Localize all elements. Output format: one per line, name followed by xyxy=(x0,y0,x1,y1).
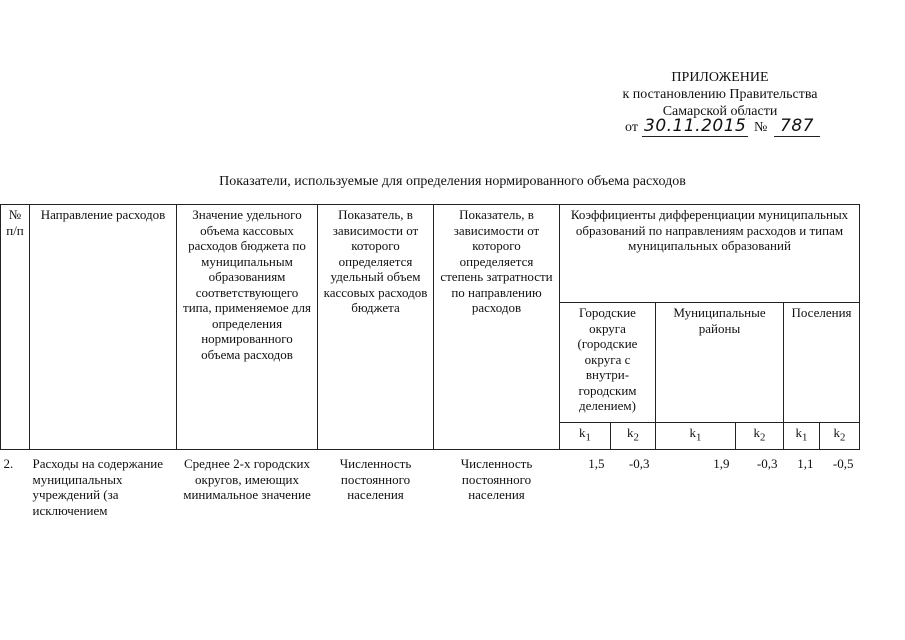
settlements-k2-header: $k_2$ xyxy=(820,423,860,450)
date-underline xyxy=(642,136,748,137)
row-urban-k2: -0,3 xyxy=(628,456,650,471)
handwritten-date: 30.11.2015 xyxy=(644,116,747,136)
urban-k1-header: $k_1$ xyxy=(560,423,611,450)
urban-k2-header: $k_2$ xyxy=(611,423,656,450)
appendix-heading: ПРИЛОЖЕНИЕ xyxy=(671,70,769,85)
row-settlements-k2: -0,5 xyxy=(832,456,854,471)
column-header-urban-districts: Городские округа (городские округа с внутри-городским делением) xyxy=(560,303,656,423)
number-underline xyxy=(774,136,820,137)
row-districts-k2: -0,3 xyxy=(756,456,778,471)
column-header-municipal-districts: Муниципальные районы xyxy=(656,303,784,423)
column-header-indicator-volume: Показатель, в зависимости от которого определяется удельный объем кассовых расходов бюджета xyxy=(318,205,434,450)
column-header-indicator-cost: Показатель, в зависимости от которого определяется степень затратности по направлению расходов xyxy=(434,205,560,450)
districts-k1-header: $k_1$ xyxy=(656,423,736,450)
row-direction: Расходы на содержание муниципальных учреждений (за исключением xyxy=(32,456,164,518)
column-header-unit-value: Значение удельного объема кассовых расходов бюджета по муниципальным образованиям соответствующего типа, применяемое для определения нормированного объема расходов xyxy=(177,205,318,450)
handwritten-number: 787 xyxy=(780,116,814,136)
column-header-direction: Направление расходов xyxy=(30,205,177,450)
number-prefix: № xyxy=(754,120,768,135)
row-indicator-volume: Численность постоянного населения xyxy=(339,456,412,502)
date-prefix: от xyxy=(625,120,638,135)
row-urban-k1: 1,5 xyxy=(588,456,605,471)
document-title: Показатели, используемые для определения нормированного объема расходов xyxy=(219,174,686,189)
settlements-k1-header: $k_1$ xyxy=(784,423,820,450)
resolution-line: к постановлению Правительства xyxy=(622,87,818,102)
row-districts-k1: 1,9 xyxy=(713,456,730,471)
indicators-table xyxy=(0,204,860,520)
column-header-settlements: Поселения xyxy=(784,303,860,423)
row-number: 2. xyxy=(3,456,14,471)
column-header-number: № п/п xyxy=(1,205,30,450)
row-unit-value: Среднее 2-х городских округов, имеющих минимальное значение xyxy=(183,456,311,502)
row-settlements-k1: 1,1 xyxy=(797,456,814,471)
date-number-line xyxy=(598,116,838,140)
table-header-row xyxy=(1,205,860,303)
column-header-coefficients: Коэффициенты дифференциации муниципальных образований по направлениям расходов и типам муниципальных образований xyxy=(560,205,860,303)
row-indicator-cost: Численность постоянного населения xyxy=(460,456,533,502)
table-row xyxy=(1,450,860,521)
districts-k2-header: $k_2$ xyxy=(736,423,784,450)
region-line: Самарской области xyxy=(662,104,778,119)
